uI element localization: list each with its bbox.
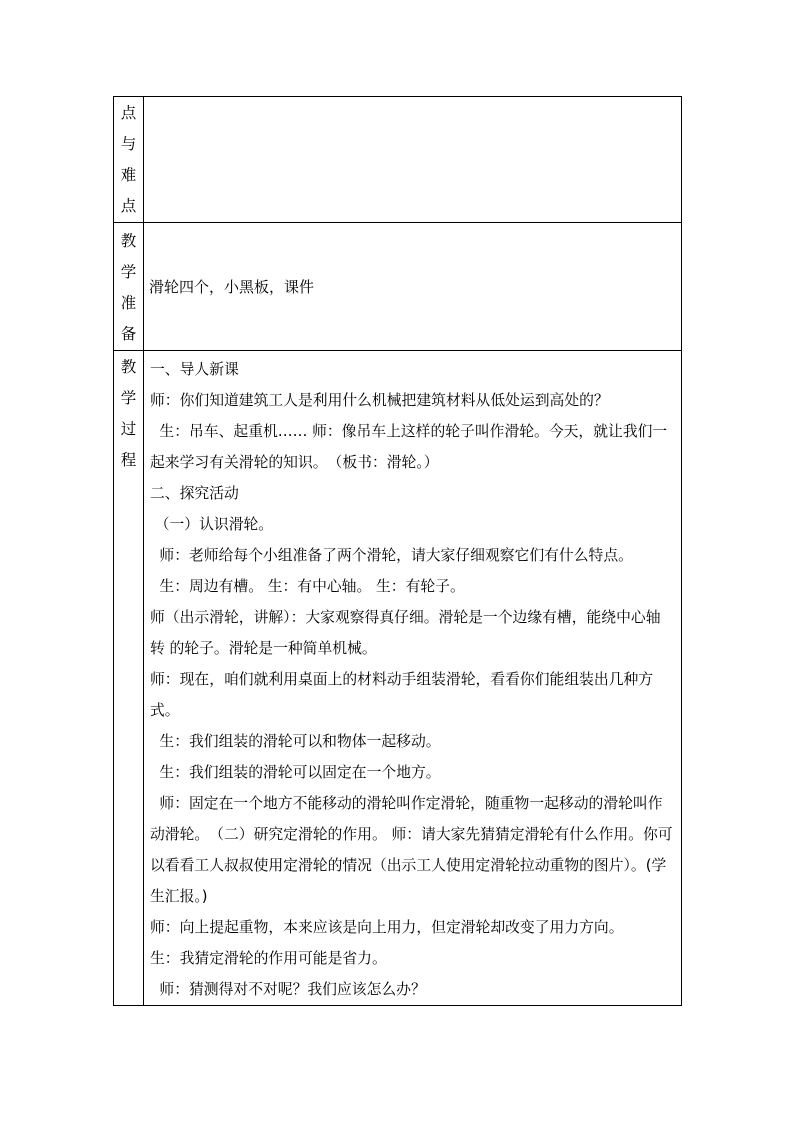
process-label-cell xyxy=(114,351,144,1006)
label-char: 学 xyxy=(120,263,137,281)
label-char: 点 xyxy=(120,197,137,215)
process-line: 师：固定在一个地方不能移动的滑轮叫作定滑轮，随重物一起移动的滑轮叫作动滑轮。 （二）研究定滑轮的作用。 师：请大家先猜猜定滑轮有什么作用。你可以看看工人叔叔使用定滑轮的情况（出示工人使用定滑轮拉动重物的图片）。(学生汇报。) xyxy=(150,795,673,905)
process-row xyxy=(114,351,682,1006)
label-char: 备 xyxy=(120,325,137,343)
process-line: 生：吊车、起重机…… 师：像吊车上这样的轮子叫作滑轮。今天，就让我们一起来学习有关滑轮的知识。 （板书：滑轮。） xyxy=(150,423,668,471)
prep-content-cell: 滑轮四个，小黑板，课件 xyxy=(144,223,682,351)
label-char: 过 xyxy=(120,420,137,438)
process-line: 师：现在，咱们就利用桌面上的材料动手组装滑轮，看看你们能组装出几种方式。 xyxy=(150,671,654,719)
focus-label-cell xyxy=(114,97,144,223)
process-line: 生：我猜定滑轮的作用可能是省力。 xyxy=(150,950,387,967)
process-line: （一）认识滑轮。 xyxy=(150,516,274,533)
process-line: 师：你们知道建筑工人是利用什么机械把建筑材料从低处运到高处的？ xyxy=(150,392,609,409)
process-content-cell xyxy=(144,351,682,1006)
label-char: 与 xyxy=(120,135,137,153)
prep-row xyxy=(114,223,682,351)
process-line: 师：向上提起重物，本来应该是向上用力，但定滑轮却改变了用力方向。 xyxy=(150,919,624,936)
label-char: 程 xyxy=(120,451,137,469)
focus-content-cell xyxy=(144,97,682,223)
process-line: 生：我们组装的滑轮可以和物体一起移动。 xyxy=(150,733,441,750)
label-char: 难 xyxy=(120,166,137,184)
label-char: 教 xyxy=(120,358,137,376)
focus-row xyxy=(114,97,682,223)
process-line: 师：老师给每个小组准备了两个滑轮，请大家仔细观察它们有什么特点。 xyxy=(150,547,633,564)
label-char: 学 xyxy=(120,389,137,407)
label-char: 教 xyxy=(120,232,137,250)
process-line: 生：周边有槽。 生：有中心轴。 生：有轮子。 xyxy=(150,578,465,595)
process-line: 生：我们组装的滑轮可以固定在一个地方。 xyxy=(150,764,441,781)
label-char: 准 xyxy=(120,294,137,312)
prep-label-cell xyxy=(114,223,144,351)
label-char: 点 xyxy=(120,104,137,122)
lesson-plan-table xyxy=(113,96,682,1006)
process-line: 二、探究活动 xyxy=(150,485,239,502)
process-line: 一、导人新课 xyxy=(150,361,239,378)
process-line: 师（出示滑轮，讲解）：大家观察得真仔细。滑轮是一个边缘有槽，能绕中心轴转 的轮子。滑轮是一种简单机械。 xyxy=(150,609,661,657)
process-line: 师：猜测得对不对呢？我们应该怎么办？ xyxy=(150,981,426,998)
